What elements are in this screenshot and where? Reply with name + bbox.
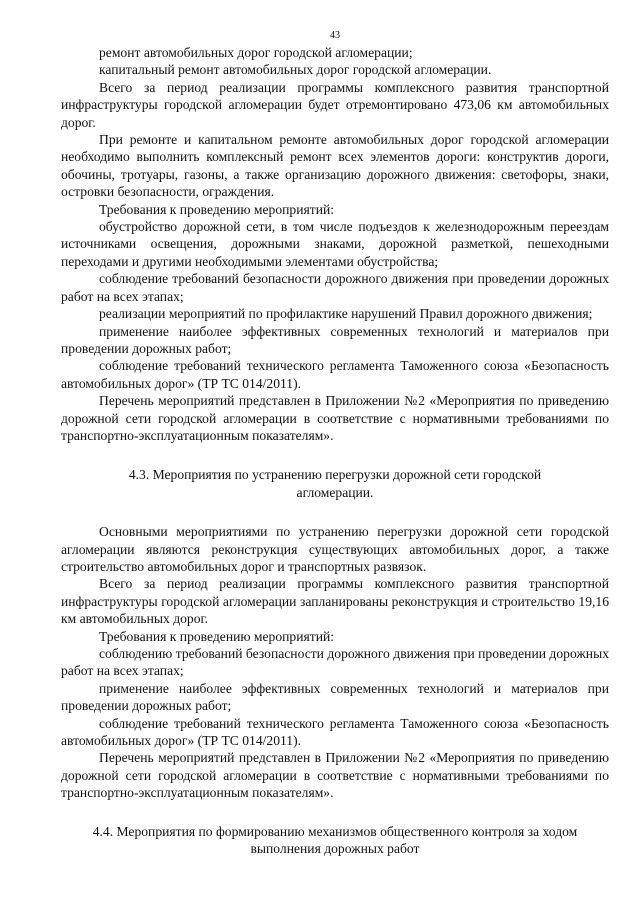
paragraph: Перечень мероприятий представлен в Приложении №2 «Мероприятия по приведению дорожной сети городской агломерации в соответствие с нормативными требованиями по транспортно-эксплуатационным показателям». — [61, 750, 609, 801]
paragraph: При ремонте и капитальном ремонте автомобильных дорог городской агломерации необходимо выполнить комплексный ремонт всех элементов дороги: конструктив дороги, обочины, тротуары, газоны, а также организацию дорожного движения: светофоры, знаки, островки безопасности, ограждения. — [61, 132, 609, 200]
paragraph: соблюдение требований технического регламента Таможенного союза «Безопасность автомобильных дорог» (ТР ТС 014/2011). — [61, 715, 609, 749]
section-4-2-body — [61, 44, 609, 444]
paragraph: ремонт автомобильных дорог городской агломерации; — [99, 45, 413, 60]
paragraph: Требования к проведению мероприятий: — [99, 201, 335, 217]
document-page — [61, 30, 609, 857]
paragraph: Требования к проведению мероприятий: — [99, 628, 335, 644]
paragraph: обустройство дорожной сети, в том числе подъездов к железнодорожным переездам источниками освещения, дорожными знаками, дорожной разметкой, пешеходными переходами и другими необходимыми элементами обустройства; — [61, 219, 609, 269]
paragraph: реализации мероприятий по профилактике нарушений Правил дорожного движения; — [99, 306, 593, 322]
paragraph: Перечень мероприятий представлен в Приложении №2 «Мероприятия по приведению дорожной сети городской агломерации в соответствие с нормативными требованиями по транспортно-эксплуатационным показателям». — [61, 393, 609, 443]
paragraph: соблюдению требований безопасности дорожного движения при проведении дорожных работ на всех этапах; — [61, 646, 609, 679]
paragraph: соблюдение требований безопасности дорожного движения при проведении дорожных работ на всех этапах; — [61, 271, 609, 304]
paragraph: применение наиболее эффективных современных технологий и материалов при проведении дорожных работ; — [61, 323, 609, 356]
paragraph: соблюдение требований технического регламента Таможенного союза «Безопасность автомобильных дорог» (ТР ТС 014/2011). — [61, 358, 609, 391]
paragraph: Всего за период реализации программы комплексного развития транспортной инфраструктуры городской агломерации запланированы реконструкция и строительство 19,16 км автомобильных дорог. — [61, 576, 609, 627]
paragraph: Всего за период реализации программы комплексного развития транспортной инфраструктуры городской агломерации будет отремонтировано 473,06 км автомобильных дорог. — [61, 79, 609, 130]
section-4-3-body — [61, 523, 609, 802]
section-heading-4-3: 4.3. Мероприятия по устранению перегрузки дорожной сети городской агломерации. — [128, 467, 542, 500]
paragraph: Основными мероприятиями по устранению перегрузки дорожной сети городской агломерации являются реконструкция существующих автомобильных дорог, а также строительство автомобильных дорог и транспортных развязок. — [61, 524, 609, 574]
page-number: 43 — [330, 30, 340, 41]
section-heading-4-4: 4.4. Мероприятия по формированию механизмов общественного контроля за ходом выполнения дорожных работ — [92, 823, 578, 857]
paragraph: капитальный ремонт автомобильных дорог городской агломерации. — [99, 62, 492, 78]
paragraph: применение наиболее эффективных современных технологий и материалов при проведении дорожных работ; — [61, 680, 609, 714]
